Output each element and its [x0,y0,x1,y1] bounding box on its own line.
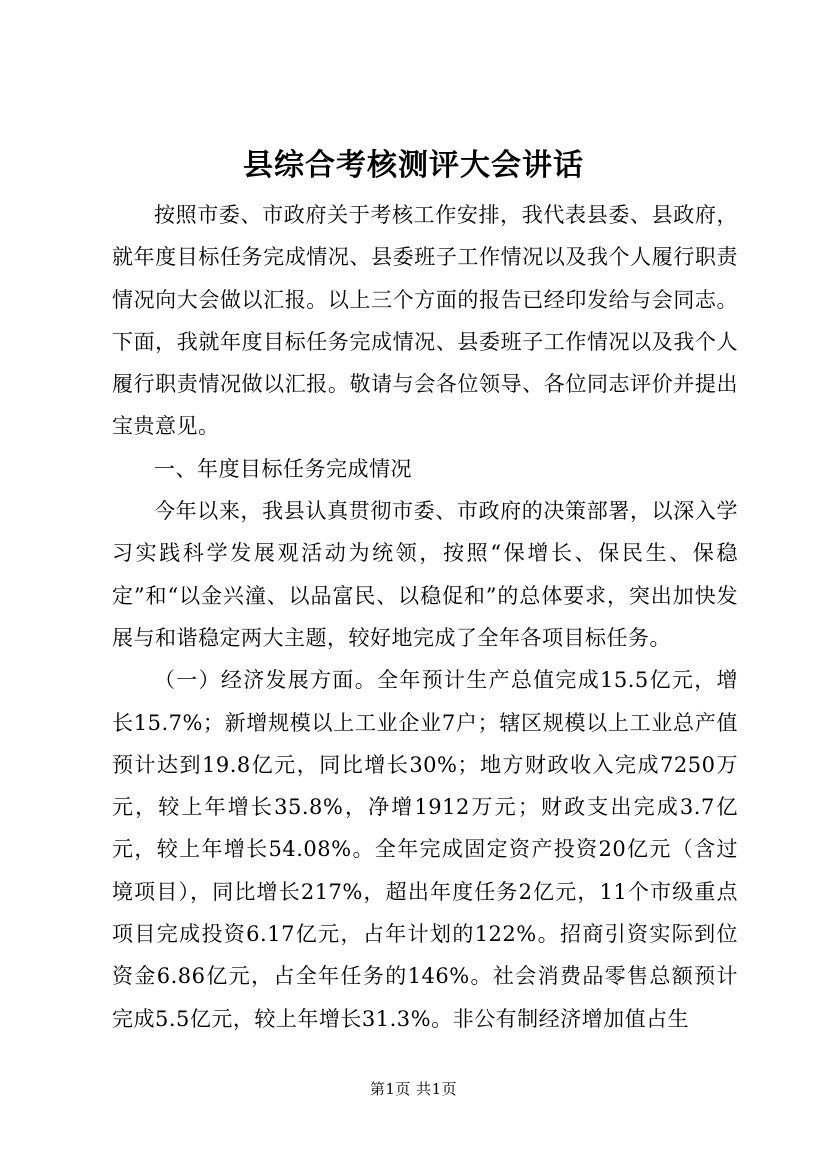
paragraph-economic-development: （一）经济发展方面。全年预计生产总值完成15.5亿元，增长15.7%；新增规模以上工业企业7户；辖区规模以上工业总产值预计达到19.8亿元，同比增长30%；地方财政收入完成7250万元，较上年增长35.8%，净增1912万元；财政支出完成3.7亿元，较上年增长54.08%。全年完成固定资产投资20亿元（含过境项目），同比增长217%，超出年度任务2亿元，11个市级重点项目完成投资6.17亿元，占年计划的122%。招商引资实际到位资金6.86亿元，占全年任务的146%。社会消费品零售总额预计完成5.5亿元，较上年增长31.3%。非公有制经济增加值占生 [112,668,738,1031]
paragraph-intro: 按照市委、市政府关于考核工作安排，我代表县委、县政府，就年度目标任务完成情况、县委班子工作情况以及我个人履行职责情况向大会做以汇报。以上三个方面的报告已经印发给与会同志。下面，我就年度目标任务完成情况、县委班子工作情况以及我个人履行职责情况做以汇报。敬请与会各位领导、各位同志评价并提出宝贵意见。 [112,203,738,439]
section-heading: 一、年度目标任务完成情况 [154,456,412,481]
page-footer: 第1页 共1页 [369,1080,458,1098]
document-title: 县综合考核测评大会讲话 [243,148,584,183]
paragraph-overview: 今年以来，我县认真贯彻市委、市政府的决策部署，以深入学习实践科学发展观活动为统领，按照“保增长、保民生、保稳定”和“以金兴潼、以品富民、以稳促和”的总体要求，突出加快发展与和谐稳定两大主题，较好地完成了全年各项目标任务。 [112,499,738,650]
document-body [112,194,738,1040]
